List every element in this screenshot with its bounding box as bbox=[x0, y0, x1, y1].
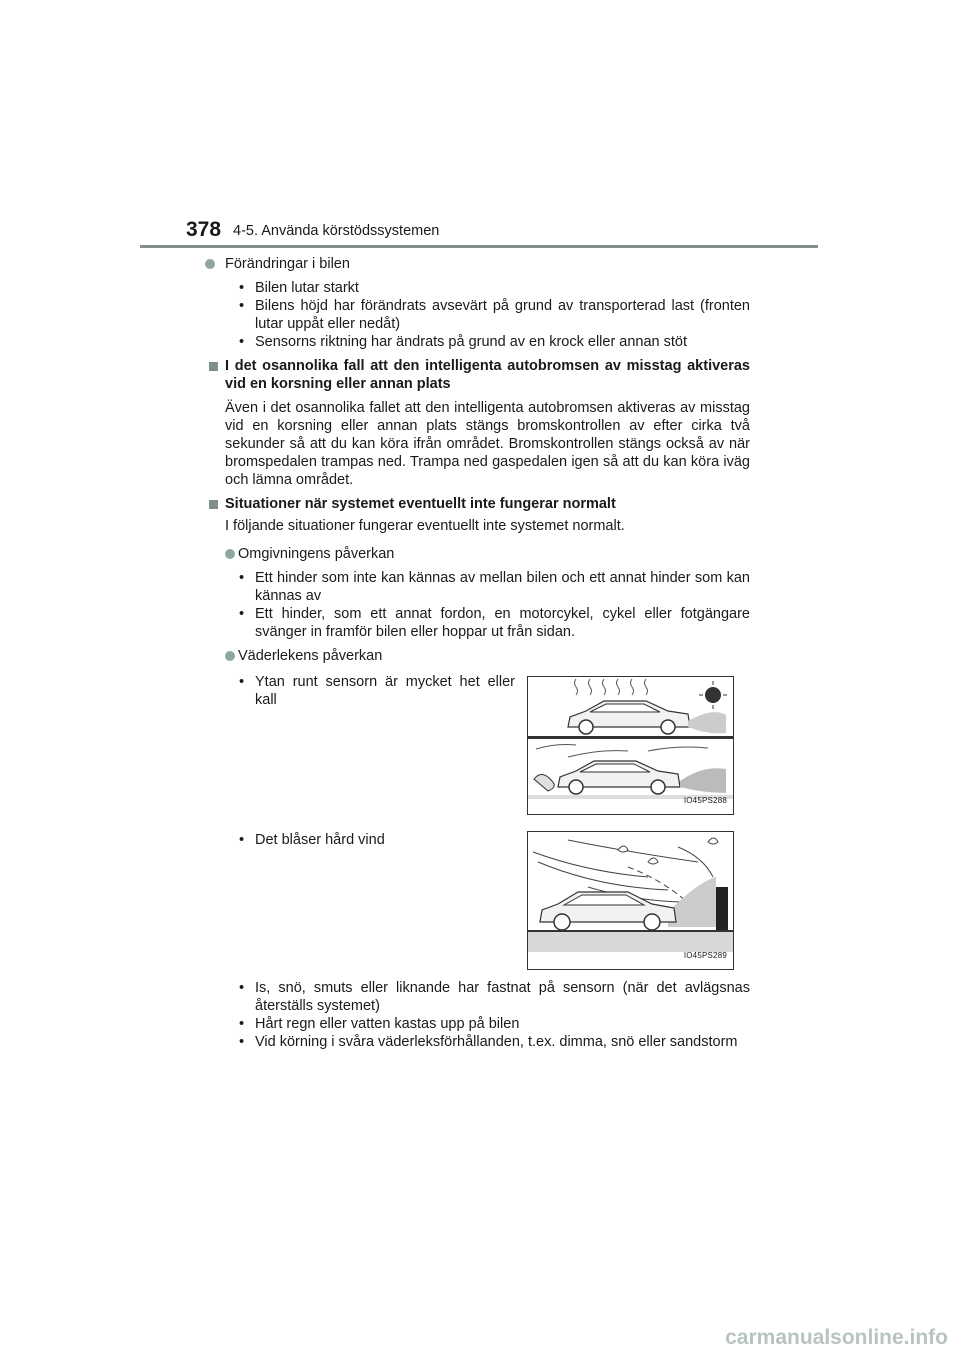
car-changes-list bbox=[205, 279, 750, 351]
wind-illustration bbox=[527, 831, 734, 970]
bullet-mark: • bbox=[239, 280, 245, 296]
situations-section bbox=[205, 495, 750, 513]
circle-bullet-icon bbox=[225, 549, 235, 559]
bullet-mark: • bbox=[239, 832, 245, 848]
weather-list bbox=[205, 979, 750, 1051]
unlikely-body: Även i det osannolika fallet att den intelligenta autobromsen aktiveras av misstag vid en korsning eller annan plats stängs bromskontrollen av efter cirka två sekunder så att du kan köra ifrån området. Bromskontrollen stängs också av när bromspedalen trampas ned. Trampa ned gaspedalen igen så att du kan köra iväg och lämna området. bbox=[225, 400, 750, 488]
hot-cold-row bbox=[205, 673, 750, 823]
car-changes-title: Förändringar i bilen bbox=[225, 256, 350, 272]
unlikely-heading: I det osannolika fall att den intelligenta autobromsen av misstag aktiveras vid en korsning eller annan plats bbox=[225, 358, 750, 392]
list-item: • Sensorns riktning har ändrats på grund av en krock eller annan stöt bbox=[239, 334, 688, 350]
circle-bullet-icon bbox=[205, 259, 215, 269]
bullet-mark: • bbox=[239, 1016, 245, 1032]
bullet-mark: • bbox=[239, 674, 245, 690]
list-item: • Det blåser hård vind bbox=[239, 832, 385, 848]
header-divider bbox=[140, 245, 818, 248]
weather-title: Väderlekens påverkan bbox=[238, 648, 383, 664]
bullet-mark: • bbox=[239, 298, 245, 314]
list-item: • Is, snö, smuts eller liknande har fastnat på sensorn (när det avlägsnas återställs systemet) bbox=[239, 980, 750, 1014]
list-item: • Ett hinder som inte kan kännas av mellan bilen och ett annat hinder som kan kännas av bbox=[239, 570, 750, 604]
page-content bbox=[205, 255, 750, 1051]
bullet-mark: • bbox=[239, 606, 245, 622]
watermark: carmanualsonline.info bbox=[725, 1326, 948, 1349]
square-bullet-icon bbox=[209, 500, 218, 509]
bullet-mark: • bbox=[239, 334, 245, 350]
list-item: • Hårt regn eller vatten kastas upp på bilen bbox=[239, 1016, 520, 1032]
bullet-mark: • bbox=[239, 1034, 245, 1050]
list-item: • Vid körning i svåra väderleksförhållanden, t.ex. dimma, snö eller sandstorm bbox=[239, 1034, 738, 1050]
surroundings-list bbox=[205, 569, 750, 641]
unlikely-section bbox=[205, 357, 750, 393]
bullet-mark: • bbox=[239, 980, 245, 996]
situations-intro: I följande situationer fungerar eventuellt inte systemet normalt. bbox=[225, 518, 625, 534]
figure-id: IO45PS289 bbox=[683, 951, 727, 960]
list-item: • Bilen lutar starkt bbox=[239, 280, 359, 296]
circle-bullet-icon bbox=[225, 651, 235, 661]
wind-row bbox=[205, 831, 750, 981]
surroundings-section bbox=[205, 545, 750, 563]
list-item: • Ett hinder, som ett annat fordon, en motorcykel, cykel eller fotgängare svänger in framför bilen eller hoppar ut från sidan. bbox=[239, 606, 750, 640]
figure-id: IO45PS288 bbox=[683, 796, 727, 805]
square-bullet-icon bbox=[209, 362, 218, 371]
page-number: 378 bbox=[186, 218, 222, 241]
surroundings-title: Omgivningens påverkan bbox=[238, 546, 395, 562]
car-changes-section bbox=[205, 255, 750, 273]
hot-cold-illustration bbox=[527, 676, 734, 815]
bullet-mark: • bbox=[239, 570, 245, 586]
section-title: 4-5. Använda körstödssystemen bbox=[233, 223, 440, 239]
list-item: • Bilens höjd har förändrats avsevärt på grund av transporterad last (fronten lutar uppåt eller nedåt) bbox=[239, 298, 750, 332]
situations-heading: Situationer när systemet eventuellt inte fungerar normalt bbox=[225, 496, 616, 512]
list-item: • Ytan runt sensorn är mycket het eller kall bbox=[239, 674, 515, 708]
weather-section bbox=[205, 647, 750, 665]
